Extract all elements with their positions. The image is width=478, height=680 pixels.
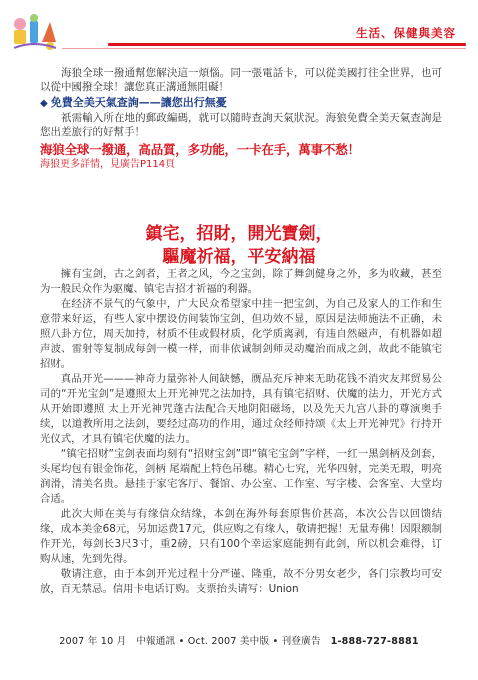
weather-title	[40, 95, 442, 111]
footer-year-unit: 年	[87, 636, 98, 647]
lifestyle-logo-icon	[12, 12, 58, 52]
footer-source: 中報通訊	[136, 636, 176, 647]
header-divider	[108, 43, 466, 46]
page-footer: 2007 年 10 月 中報通訊 • Oct. 2007 美中版 • 刊登廣告 1-888-727-8881	[59, 636, 419, 647]
article-paragraph: 擁有宝剑，古之剑者，王者之风，今之宝剑，除了舞剑健身之外，多为收藏，甚至为一般民众作为驱魔、镇宅吉招才祈福的利器。	[40, 268, 442, 295]
weather-body: 祇需輸入所在地的郵政編碼，就可以隨時查詢天氣狀況。海狼免費全美天氣查詢是您出差旅行的好幫手！	[40, 112, 442, 138]
article-paragraph: 此次大师在美与有缘信众结缘，本剑在海外每套原售价甚高，本次公告以回馈结缘，成本美金68元，另加运费17元，供应购之有缘人，敬请把握！无量寿佛！因限额制作开光，每剑长3尺3寸，重2磅，只有100个幸运家庭能拥有此剑，所以机会难得，订购从速，先到先得。	[40, 508, 442, 565]
article-headline	[0, 223, 478, 269]
footer-month: 10	[100, 636, 114, 647]
article-paragraph: 敬请注意，由于本剑开光过程十分严谨、隆重，故不分男女老少，各门宗教均可安放，百无禁忌。信用卡电话订购。支票抬头请写：Union	[40, 568, 442, 595]
footer-phone: 1-888-727-8881	[330, 636, 419, 647]
header-divider-thin	[62, 48, 466, 49]
ad-block	[40, 66, 442, 171]
footer-year: 2007	[59, 636, 85, 647]
footer-edition: 美中版	[239, 636, 270, 647]
footer-ad-label: 刊登廣告	[281, 636, 321, 647]
article-body	[40, 267, 442, 597]
headline-line-2: 驅魔祈福，平安納福	[162, 247, 316, 267]
article-paragraph: 在经济不景气的气象中，广大民众希望家中挂一把宝剑，为自己及家人的工作和生意带来好运，有些人家中摆设仿间装饰宝剑，但功效不显，原因是法师施法不正确，未照八卦方位，周天加持，材质不佳或假材质，化学质离剥，有违自然磁声，有机器如超声波、雷射等复制成每剑一模一样，而非依诚制剑师灵动魔治而成之剑，故此不能镇宅招财。	[40, 298, 442, 370]
footer-month-unit: 月	[116, 636, 127, 647]
weather-title-text: 免費全美天氣查詢——讓您出行無憂	[50, 96, 227, 109]
section-title: 生活、保健與美容	[356, 26, 456, 40]
headline-line-1: 鎮宅，招財，開光寶劍，	[145, 224, 333, 244]
ad-more-info: 海狼更多詳情，見廣告P114頁	[40, 159, 176, 170]
footer-issue: Oct. 2007	[187, 636, 237, 647]
ad-intro: 海狼全球一撥通幫您解決這一煩惱。同一張電話卡，可以從美國打往全世界，也可以從中國撥全球！讓您真正溝通無阻礙！	[40, 67, 442, 93]
page-header	[0, 0, 478, 60]
article-paragraph: “镇宅招财”宝剑表面均刻有“招财宝剑”即“镇宅宝剑”字样，一红一黑剑柄及剑套，头尾均包有银金饰花，剑柄 尾端配上特色吊穗。精心七究，光华四射，完美无瑕，明亮润滑，清美名贵。悬挂于家宅客厅、餐馆、办公室、工作室、写字楼、会客室、大堂均合适。	[40, 448, 442, 505]
diamond-icon: ◆	[40, 98, 48, 109]
ad-slogan: 海狼全球一撥通，高品質，多功能，一卡在手，萬事不愁！	[40, 142, 360, 157]
article-paragraph: 真品开光———神奇力量弥补人间缺憾，赝品充斥神来无助花钱不消灾友邦贸易公司的“开光宝剑”是遵照太上开光神咒之法加持，具有镇宅招财、伏魔的法力，开光方式从开始即遵照 太上开光神咒蓬古法配合天地阴阳磁场，以及先天九宫八卦的尊演奥手续，以道教所用之法剑，要经过高功的作用，通过众经师持颂《太上开光神咒》行持开光仪式，才具有镇宅伏魔的法力。	[40, 373, 442, 445]
